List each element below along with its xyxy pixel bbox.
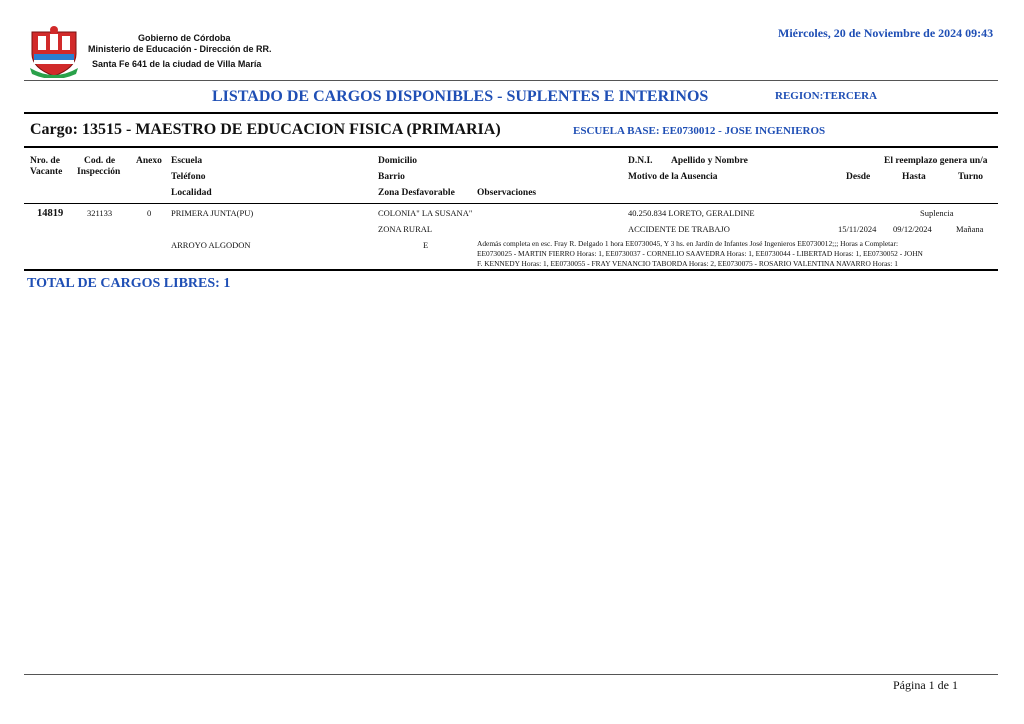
row-domicilio: COLONIA" LA SUSANA" bbox=[378, 208, 473, 218]
header-line-1: Gobierno de Córdoba bbox=[138, 33, 231, 43]
cargo-heading: Cargo: 13515 - MAESTRO DE EDUCACION FISICA (PRIMARIA) bbox=[30, 121, 501, 138]
col-reemplazo: El reemplazo genera un/a bbox=[884, 156, 988, 166]
col-desde: Desde bbox=[846, 172, 871, 182]
obs-line-3: F. KENNEDY Horas: 1, EE0730055 - FRAY VENANCIO TABORDA Horas: 2, EE0730075 - ROSARIO VALENTINA NAVARRO Horas: 1 bbox=[477, 259, 898, 268]
row-nro-vacante: 14819 bbox=[37, 208, 64, 219]
divider-row bbox=[24, 269, 998, 271]
col-nro-vacante-1: Nro. de bbox=[30, 156, 60, 166]
row-barrio: ZONA RURAL bbox=[378, 224, 433, 234]
obs-line-1: Además completa en esc. Fray R. Delgado 1 hora EE0730045, Y 3 hs. en Jardín de Infantes José Ingenieros EE0730012;;; Horas a Completar: bbox=[477, 239, 899, 248]
row-hasta: 09/12/2024 bbox=[893, 224, 932, 234]
divider-footer bbox=[24, 674, 998, 675]
page-number: Página 1 de 1 bbox=[893, 678, 958, 692]
col-barrio: Barrio bbox=[378, 172, 405, 182]
col-cod-inspeccion-2: Inspección bbox=[77, 167, 121, 177]
row-localidad: ARROYO ALGODON bbox=[171, 240, 251, 250]
col-domicilio: Domicilio bbox=[378, 156, 418, 166]
col-cod-inspeccion-1: Cod. de bbox=[84, 156, 116, 166]
col-apellido: Apellido y Nombre bbox=[671, 156, 748, 166]
report-title: LISTADO DE CARGOS DISPONIBLES - SUPLENTES E INTERINOS bbox=[212, 88, 709, 105]
row-cod-inspeccion: 321133 bbox=[87, 208, 113, 218]
col-localidad: Localidad bbox=[171, 188, 212, 198]
col-observaciones: Observaciones bbox=[477, 188, 537, 198]
col-motivo: Motivo de la Ausencia bbox=[628, 172, 718, 182]
row-anexo: 0 bbox=[147, 208, 152, 218]
col-telefono: Teléfono bbox=[171, 172, 206, 182]
header-line-2: Ministerio de Educación - Dirección de RR. bbox=[88, 44, 272, 54]
row-escuela: PRIMERA JUNTA(PU) bbox=[171, 208, 254, 218]
region-label: REGION:TERCERA bbox=[775, 90, 878, 102]
row-dni-nombre: 40.250.834 LORETO, GERALDINE bbox=[628, 208, 755, 218]
divider-top bbox=[24, 80, 998, 81]
col-nro-vacante-2: Vacante bbox=[30, 167, 63, 177]
row-desde: 15/11/2024 bbox=[838, 224, 877, 234]
col-hasta: Hasta bbox=[902, 172, 926, 182]
row-tipo: Suplencia bbox=[920, 208, 954, 218]
row-zona: E bbox=[423, 240, 429, 250]
escuela-base: ESCUELA BASE: EE0730012 - JOSE INGENIEROS bbox=[573, 125, 826, 137]
divider-cargo bbox=[24, 146, 998, 148]
row-observaciones bbox=[477, 239, 923, 269]
col-escuela: Escuela bbox=[171, 156, 203, 166]
total-cargos-libres: TOTAL DE CARGOS LIBRES: 1 bbox=[27, 276, 231, 291]
report-datetime: Miércoles, 20 de Noviembre de 2024 09:43 bbox=[778, 26, 994, 40]
col-zona: Zona Desfavorable bbox=[378, 188, 455, 198]
header-line-3: Santa Fe 641 de la ciudad de Villa María bbox=[92, 59, 262, 69]
col-anexo: Anexo bbox=[136, 156, 162, 166]
col-dni: D.N.I. bbox=[628, 156, 653, 166]
divider-title bbox=[24, 112, 998, 114]
obs-line-2: EE0730025 - MARTIN FIERRO Horas: 1, EE0730037 - CORNELIO SAAVEDRA Horas: 1, EE0730044 - LIBERTAD Horas: 1, EE0730052 - JOHN bbox=[477, 249, 923, 258]
col-turno: Turno bbox=[958, 172, 983, 182]
coat-of-arms-logo bbox=[28, 24, 80, 78]
row-motivo: ACCIDENTE DE TRABAJO bbox=[628, 224, 730, 234]
row-turno: Mañana bbox=[956, 224, 984, 234]
divider-headers bbox=[24, 203, 998, 204]
